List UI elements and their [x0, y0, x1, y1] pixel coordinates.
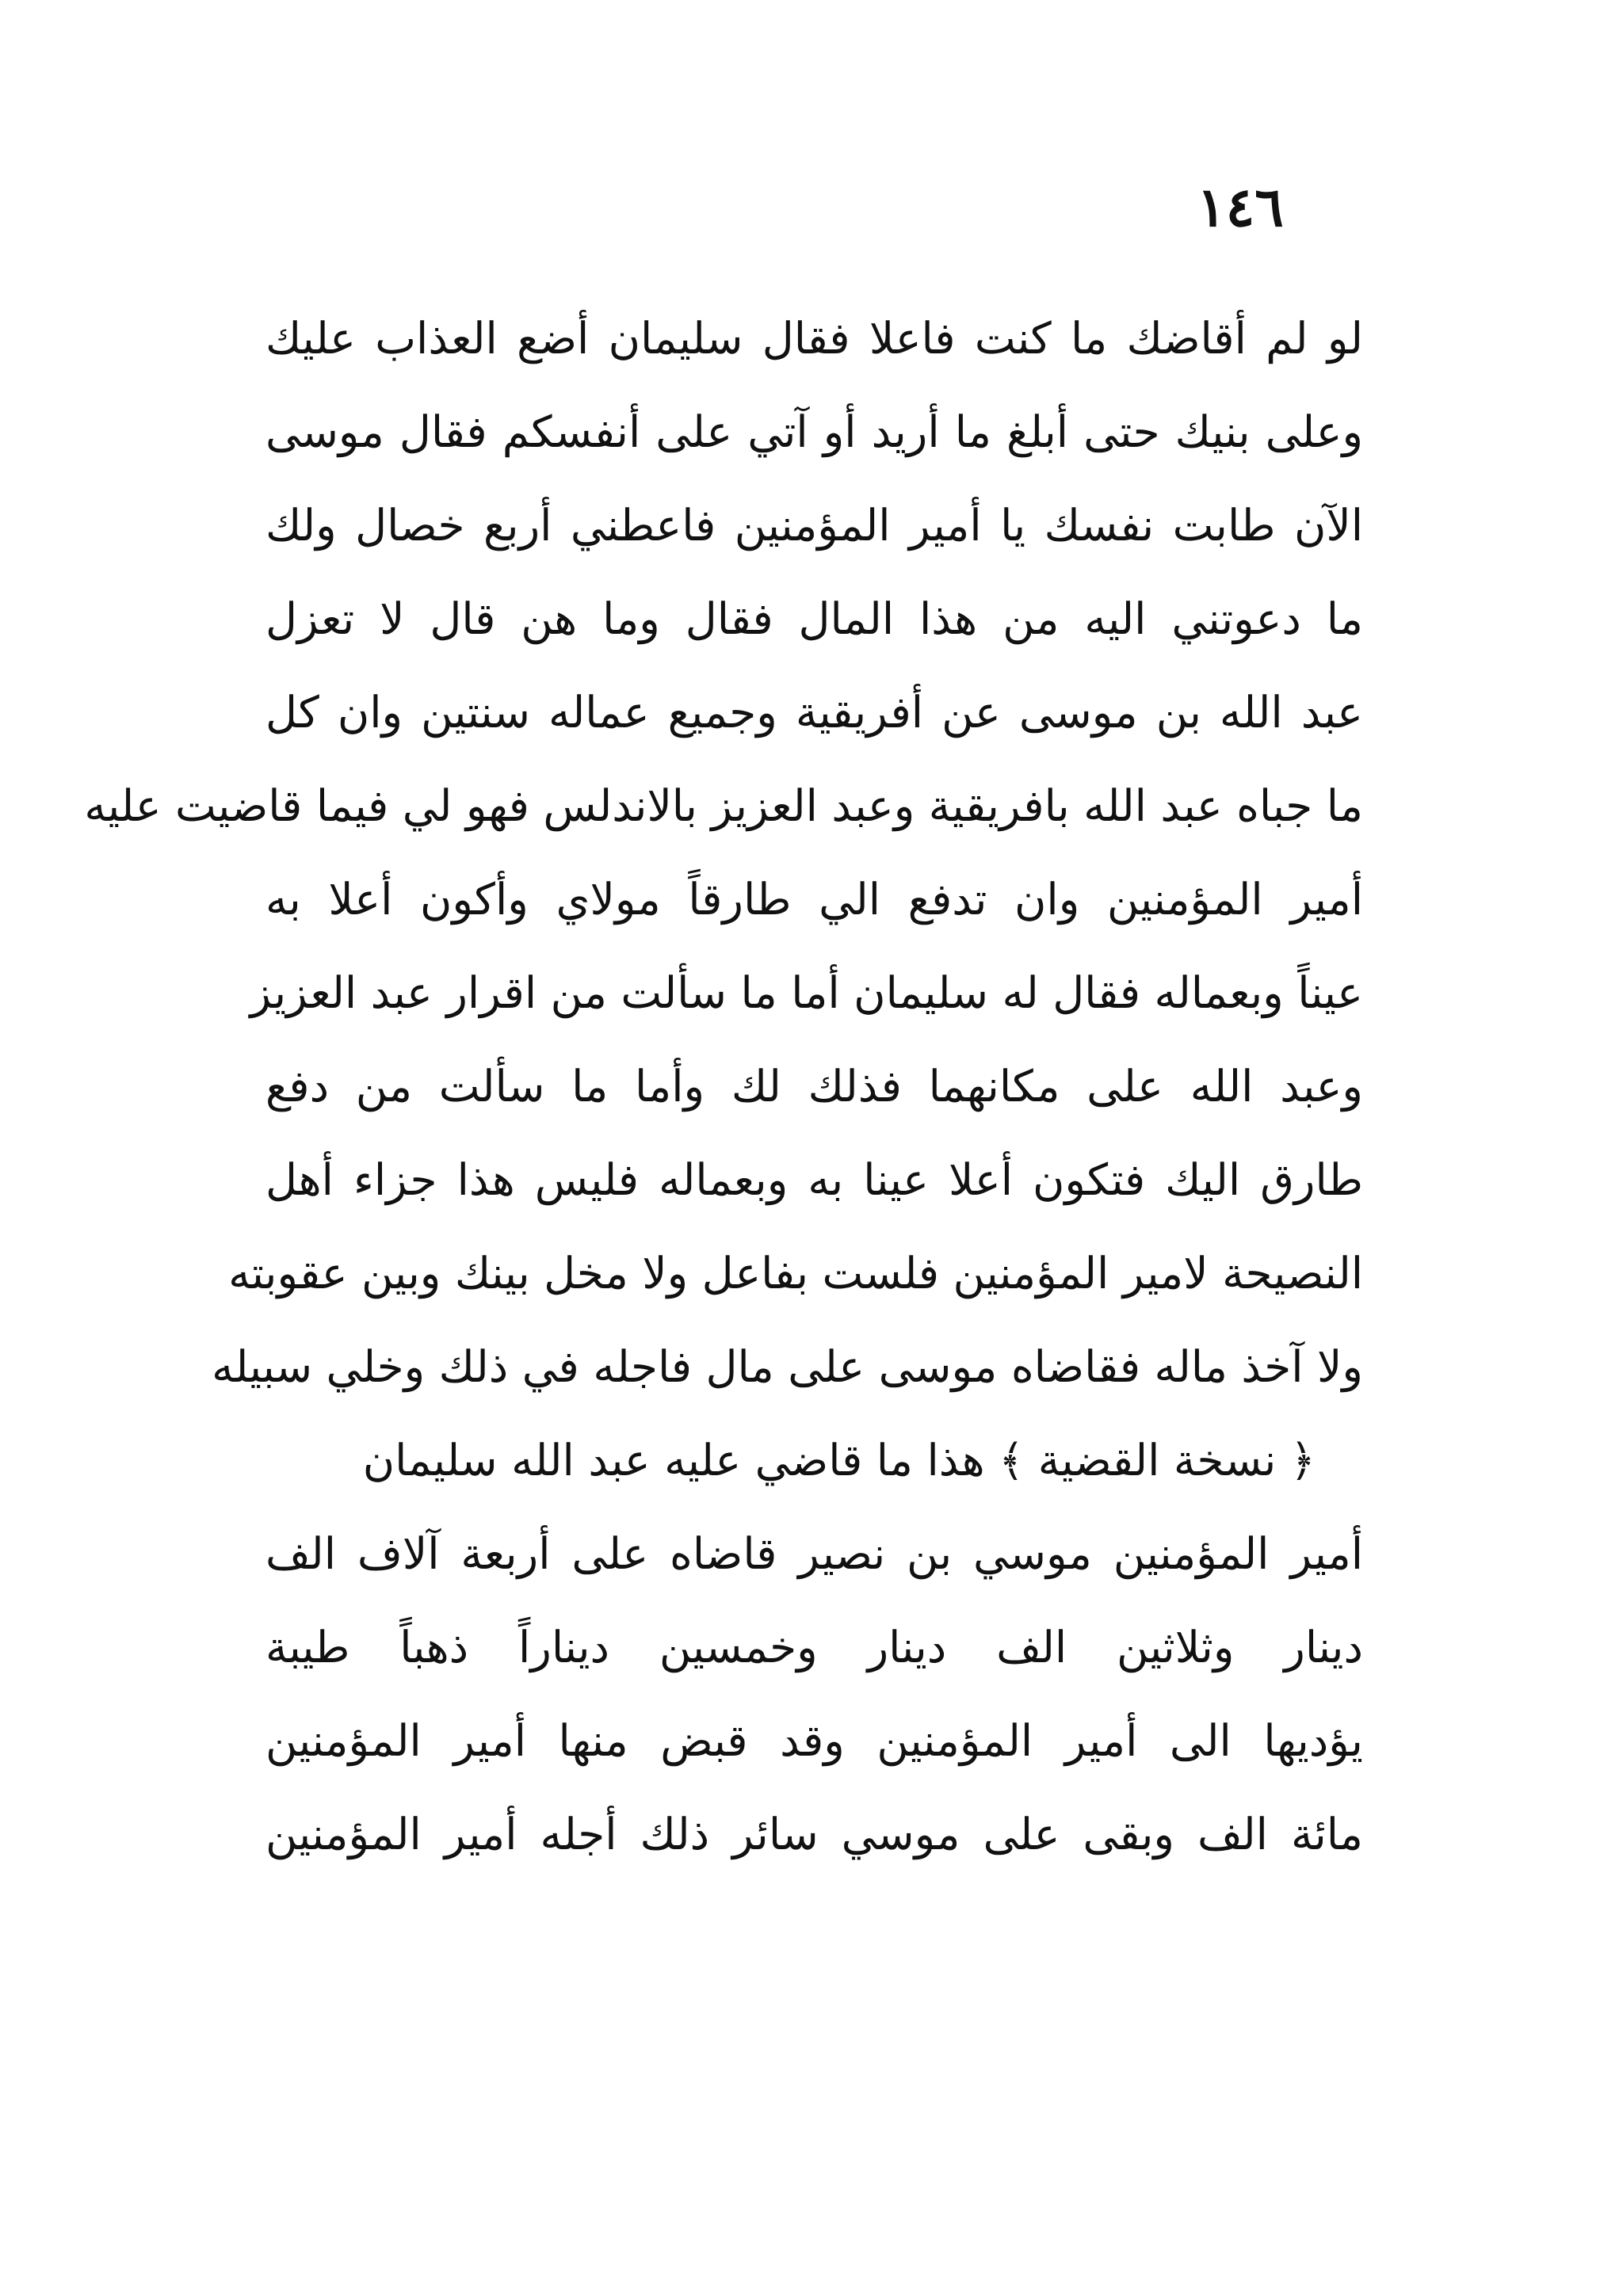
text-line: عبد الله بن موسى عن أفريقية وجميع عماله سنتين وان كل	[265, 687, 1363, 738]
text-line: ولا آخذ ماله فقاضاه موسى على مال فاجله في ذلك وخلي سبيله	[212, 1341, 1363, 1392]
text-line: وعلى بنيك حتى أبلغ ما أريد أو آتي على أنفسكم فقال موسى	[265, 406, 1363, 457]
text-line: يؤديها الى أمير المؤمنين وقد قبض منها أمير المؤمنين	[265, 1715, 1363, 1766]
text-line: دينار وثلاثين الف دينار وخمسين ديناراً ذهباً طيبة	[265, 1622, 1363, 1672]
text-line: أمير المؤمنين موسي بن نصير قاضاه على أربعة آلاف الف	[265, 1528, 1363, 1579]
text-line: وعبد الله على مكانهما فذلك لك وأما ما سألت من دفع	[265, 1061, 1363, 1112]
text-line: الآن طابت نفسك يا أمير المؤمنين فاعطني أربع خصال ولك	[265, 500, 1363, 551]
text-line: ما دعوتني اليه من هذا المال فقال وما هن قال لا تعزل	[265, 593, 1363, 644]
text-line: طارق اليك فتكون أعلا عينا به وبعماله فليس هذا جزاء أهل	[265, 1154, 1363, 1205]
text-line: عيناً وبعماله فقال له سليمان أما ما سألت من اقرار عبد العزيز	[250, 967, 1363, 1018]
section-heading-line: ﴿ نسخة القضية ﴾ هذا ما قاضي عليه عبد الله سليمان	[362, 1435, 1316, 1486]
text-line: مائة الف وبقى على موسي سائر ذلك أجله أمير المؤمنين	[265, 1809, 1363, 1859]
text-line: لو لم أقاضك ما كنت فاعلا فقال سليمان أضع العذاب عليك	[265, 313, 1363, 364]
text-line: ما جباه عبد الله بافريقية وعبد العزيز بالاندلس فهو لي فيما قاضيت عليه	[84, 780, 1363, 831]
text-line: أمير المؤمنين وان تدفع الي طارقاً مولاي وأكون أعلا به	[265, 874, 1363, 925]
page-body-text	[84, 292, 1363, 1881]
text-line: النصيحة لامير المؤمنين فلست بفاعل ولا مخل بينك وبين عقوبته	[228, 1248, 1363, 1299]
page-number: ١٤٦	[1197, 176, 1284, 239]
